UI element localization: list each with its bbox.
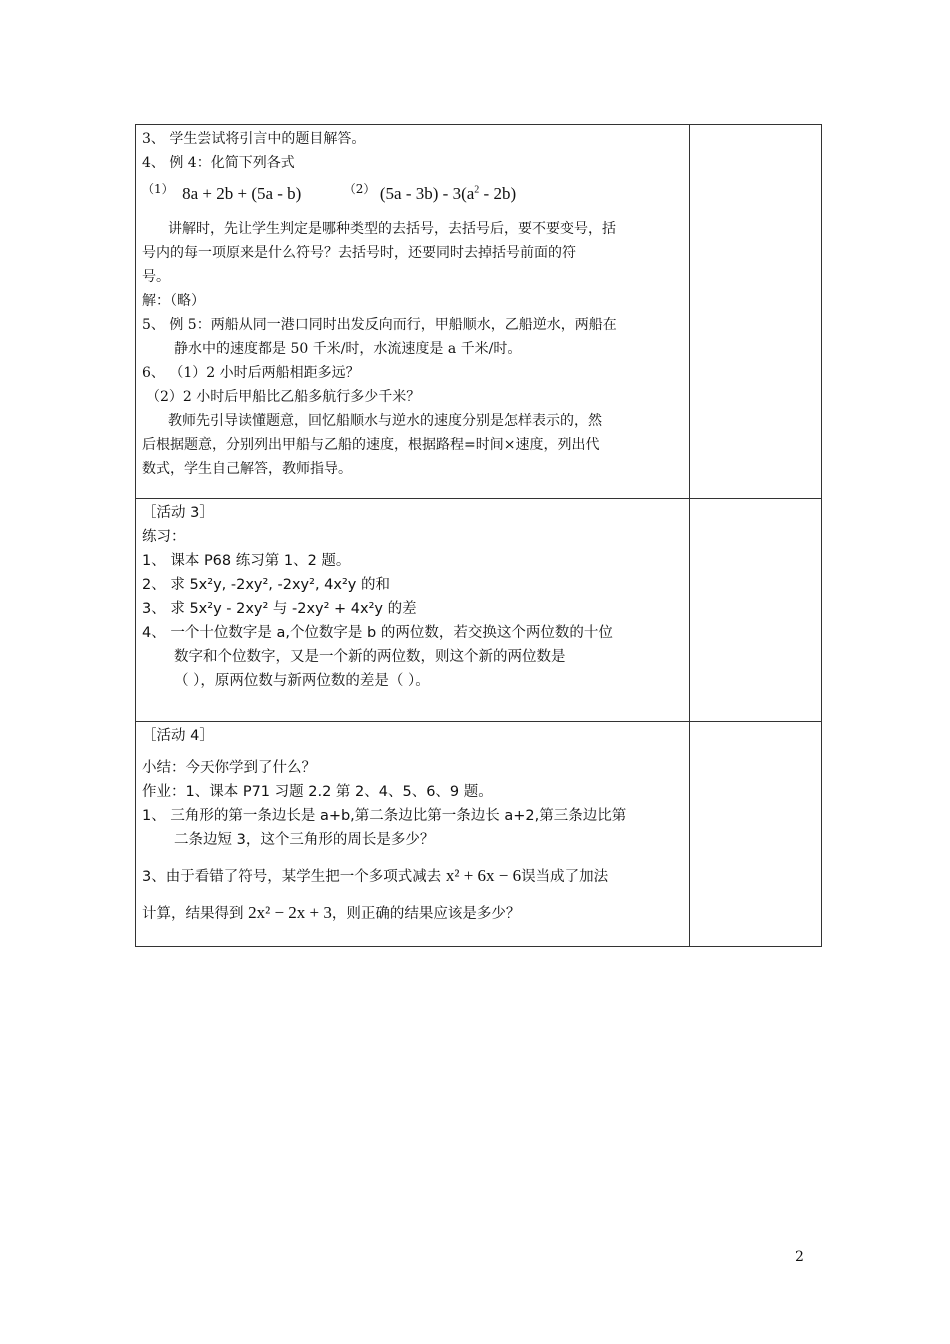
example-2-expression: $(5a - 3b) - 3(a^2 - 2b)$ bbox=[379, 184, 517, 203]
homework-item: 二条边短 3，这个三角形的周长是多少？ bbox=[174, 832, 435, 848]
notes-cell bbox=[690, 125, 822, 499]
paragraph-line: 数式，学生自己解答，教师指导。 bbox=[142, 461, 352, 477]
exercise-line: 数字和个位数字，又是一个新的两位数，则这个新的两位数是 bbox=[174, 649, 566, 665]
exercise-line: （ ），原两位数与新两位数的差是（ ）。 bbox=[174, 673, 430, 689]
paragraph-line: 讲解时，先让学生判定是哪种类型的去括号，去括号后，要不要变号，括 bbox=[168, 221, 616, 237]
exercise-line: 4、 一个十位数字是 a,个位数字是 b 的两位数，若交换这个两位数的十位 bbox=[142, 625, 613, 641]
content-cell bbox=[136, 499, 690, 722]
paragraph-line: 号内的每一项原来是什么符号？去括号时，还要同时去掉括号前面的符 bbox=[142, 245, 576, 261]
text-line: 静水中的速度都是 50 千米/时，水流速度是 a 千米/时。 bbox=[174, 341, 522, 357]
text-line: 6、 （1）2 小时后两船相距多远？ bbox=[142, 365, 360, 381]
example-1-label: （1） bbox=[142, 182, 174, 196]
table-row bbox=[136, 125, 822, 499]
lesson-table-wrapper bbox=[135, 124, 821, 947]
notes-cell bbox=[690, 499, 822, 722]
homework-item: 3、由于看错了符号，某学生把一个多项式减去 x² + 6x − 6误当成了加法 bbox=[142, 866, 609, 885]
exercise-line: 2、 求 5x²y, -2xy², -2xy², 4x²y 的和 bbox=[142, 577, 390, 593]
example-1-expression: 8a + 2b + (5a - b) bbox=[182, 184, 302, 203]
table-row bbox=[136, 499, 822, 722]
solution-line: 解：（略） bbox=[142, 293, 205, 309]
example-expressions bbox=[142, 175, 683, 209]
page-number: 2 bbox=[795, 1249, 804, 1265]
activity-3-title: ［活动 3］ bbox=[142, 505, 214, 521]
example-2-label: （2） bbox=[343, 182, 376, 196]
homework-item: 1、 三角形的第一条边长是 a+b,第二条边比第一条边长 a+2,第三条边比第 bbox=[142, 808, 627, 824]
result-expression: 2x² − 2x + 3 bbox=[248, 903, 332, 922]
paragraph-line: 教师先引导读懂题意，回忆船顺水与逆水的速度分别是怎样表示的，然 bbox=[168, 413, 602, 429]
summary-line: 小结：今天你学到了什么？ bbox=[142, 760, 316, 776]
homework-item: 计算，结果得到 2x² − 2x + 3，则正确的结果应该是多少？ bbox=[142, 903, 521, 922]
content-cell bbox=[136, 125, 690, 499]
content-cell bbox=[136, 722, 690, 947]
polynomial-expression: x² + 6x − 6 bbox=[445, 866, 522, 885]
exercise-line: 3、 求 5x²y - 2xy² 与 -2xy² + 4x²y 的差 bbox=[142, 601, 417, 617]
text-line: 5、 例 5：两船从同一港口同时出发反向而行，甲船顺水，乙船逆水，两船在 bbox=[142, 317, 617, 333]
practice-label: 练习： bbox=[142, 529, 186, 545]
table-row bbox=[136, 722, 822, 947]
notes-cell bbox=[690, 722, 822, 947]
homework-line: 作业：1、课本 P71 习题 2.2 第 2、4、5、6、9 题。 bbox=[142, 784, 493, 800]
activity-4-title: ［活动 4］ bbox=[142, 728, 214, 744]
text-line: （2）2 小时后甲船比乙船多航行多少千米？ bbox=[146, 389, 421, 405]
text-line: 3、 学生尝试将引言中的题目解答。 bbox=[142, 131, 366, 147]
text-line: 4、 例 4：化简下列各式 bbox=[142, 155, 295, 171]
exercise-line: 1、 课本 P68 练习第 1、2 题。 bbox=[142, 553, 351, 569]
lesson-table bbox=[135, 124, 822, 947]
paragraph-line: 后根据题意，分别列出甲船与乙船的速度，根据路程=时间×速度，列出代 bbox=[142, 437, 600, 453]
paragraph-line: 号。 bbox=[142, 269, 170, 285]
